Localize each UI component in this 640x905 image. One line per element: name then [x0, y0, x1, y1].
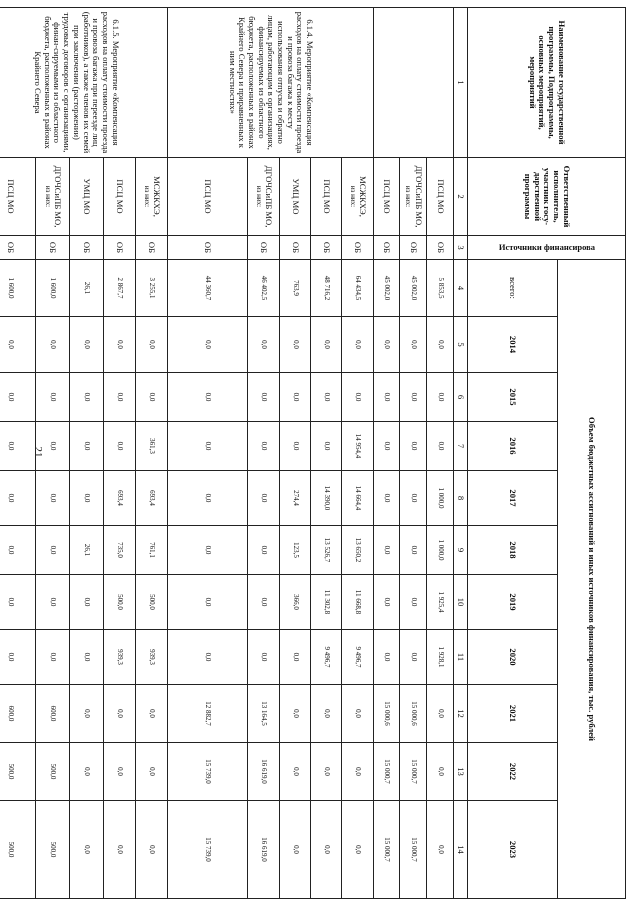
- header-funding: Объем бюджетных ассигнований и иных источников финансирования, тыс. рублей: [558, 260, 626, 899]
- value-cell: 0,0: [400, 317, 427, 373]
- executor-cell: ПСЦ МО: [0, 158, 36, 236]
- table-row: [342, 8, 374, 899]
- total-cell: 64 434,5: [342, 260, 374, 317]
- value-cell: 0,0: [0, 526, 36, 575]
- value-cell: 14 954,4: [342, 422, 374, 471]
- source-cell: ОБ: [168, 236, 248, 260]
- value-cell: 16 619,0: [248, 801, 280, 899]
- header-name: Наименование государственной программы, Подпрограммы, основных мероприятий, мероприятий: [468, 8, 626, 158]
- value-cell: 0,0: [427, 685, 454, 743]
- value-cell: 0,0: [248, 575, 280, 630]
- value-cell: 0,0: [0, 575, 36, 630]
- value-cell: 0,0: [136, 743, 168, 801]
- header-total: всего:: [468, 260, 558, 317]
- value-cell: 0,0: [70, 575, 104, 630]
- value-cell: 0,0: [0, 630, 36, 685]
- value-cell: 0,0: [427, 801, 454, 899]
- value-cell: 0,0: [280, 630, 311, 685]
- value-cell: 0,0: [280, 422, 311, 471]
- value-cell: 500,0: [136, 575, 168, 630]
- value-cell: 0,0: [427, 743, 454, 801]
- value-cell: 0,0: [136, 801, 168, 899]
- column-number: 10: [454, 575, 468, 630]
- value-cell: 1 928,1: [427, 630, 454, 685]
- value-cell: 500,0: [36, 743, 70, 801]
- column-number: 11: [454, 630, 468, 685]
- value-cell: 0,0: [374, 373, 400, 422]
- total-cell: 1 600,0: [36, 260, 70, 317]
- executor-cell: МСЖКХЭ, из них:: [342, 158, 374, 236]
- value-cell: 735,0: [104, 526, 136, 575]
- executor-cell: МСЖКХЭ, из них:: [136, 158, 168, 236]
- value-cell: 0,0: [374, 471, 400, 526]
- column-number: 14: [454, 801, 468, 899]
- value-cell: 0,0: [342, 801, 374, 899]
- value-cell: 14 664,4: [342, 471, 374, 526]
- value-cell: 500,0: [0, 743, 36, 801]
- source-cell: ОБ: [280, 236, 311, 260]
- header-source: Источники финансирова: [468, 236, 626, 260]
- value-cell: 0,0: [311, 422, 342, 471]
- rotated-page: [5, 7, 626, 898]
- value-cell: 15 000,7: [400, 743, 427, 801]
- table-row: [136, 8, 168, 899]
- column-number: 1: [454, 8, 468, 158]
- value-cell: 0,0: [248, 471, 280, 526]
- value-cell: 0,0: [248, 630, 280, 685]
- total-cell: 1 600,0: [0, 260, 36, 317]
- value-cell: 13 164,5: [248, 685, 280, 743]
- value-cell: 9 496,7: [342, 630, 374, 685]
- value-cell: 361,3: [136, 422, 168, 471]
- total-cell: 48 716,2: [311, 260, 342, 317]
- source-cell: ОБ: [0, 236, 36, 260]
- value-cell: 0,0: [168, 526, 248, 575]
- total-cell: 26,1: [70, 260, 104, 317]
- header-executor: Ответственный исполнитель, участник госу-дарственной программы: [468, 158, 626, 236]
- value-cell: 693,4: [104, 471, 136, 526]
- executor-cell: ДГОЧСиПБ МО, из них:: [248, 158, 280, 236]
- value-cell: 0,0: [168, 373, 248, 422]
- value-cell: 0,0: [70, 801, 104, 899]
- value-cell: 0,0: [342, 373, 374, 422]
- value-cell: 0,0: [400, 373, 427, 422]
- value-cell: 0,0: [374, 575, 400, 630]
- header-year: 2018: [468, 526, 558, 575]
- value-cell: 366,0: [280, 575, 311, 630]
- activity-name-6-1-4: 6.1.4. Мероприятие «Компенсация расходов на оплату стоимости проезда и провоза багажа к месту использования отпуска и обратно лицам, работающим в организациях, финансируемых из областного бюджета, расположенных в районах Крайнего Севера и приравненных к ним местностях»: [168, 8, 374, 158]
- activity-name-empty: [374, 8, 454, 158]
- source-cell: ОБ: [427, 236, 454, 260]
- value-cell: 1 000,0: [427, 471, 454, 526]
- value-cell: 0,0: [70, 630, 104, 685]
- value-cell: 0,0: [70, 373, 104, 422]
- value-cell: 0,0: [36, 373, 70, 422]
- value-cell: 0,0: [36, 317, 70, 373]
- header-year: 2022: [468, 743, 558, 801]
- value-cell: 0,0: [248, 526, 280, 575]
- source-cell: ОБ: [342, 236, 374, 260]
- value-cell: 0,0: [248, 422, 280, 471]
- executor-cell: ДГОЧСиПБ МО, из них:: [400, 158, 427, 236]
- total-cell: 46 402,5: [248, 260, 280, 317]
- funding-table-sheet: [5, 7, 626, 898]
- value-cell: 0,0: [70, 422, 104, 471]
- value-cell: 0,0: [0, 471, 36, 526]
- value-cell: 13 650,2: [342, 526, 374, 575]
- value-cell: 0,0: [248, 373, 280, 422]
- value-cell: 0,0: [374, 317, 400, 373]
- total-cell: 45 002,0: [374, 260, 400, 317]
- value-cell: 0,0: [36, 422, 70, 471]
- value-cell: 761,1: [136, 526, 168, 575]
- executor-cell: ПСЦ МО: [374, 158, 400, 236]
- value-cell: 0,0: [168, 422, 248, 471]
- value-cell: 12 882,7: [168, 685, 248, 743]
- total-cell: 3 255,1: [136, 260, 168, 317]
- header-year: 2015: [468, 373, 558, 422]
- executor-cell: ПСЦ МО: [104, 158, 136, 236]
- total-cell: 44 360,7: [168, 260, 248, 317]
- value-cell: 0,0: [400, 526, 427, 575]
- value-cell: 0,0: [280, 317, 311, 373]
- value-cell: 0,0: [311, 801, 342, 899]
- value-cell: 0,0: [311, 317, 342, 373]
- executor-cell: ДГОЧСиПБ МО, из них:: [36, 158, 70, 236]
- value-cell: 0,0: [104, 801, 136, 899]
- value-cell: 0,0: [427, 317, 454, 373]
- header-year: 2016: [468, 422, 558, 471]
- source-cell: ОБ: [104, 236, 136, 260]
- value-cell: 15 000,7: [374, 801, 400, 899]
- value-cell: 0,0: [36, 471, 70, 526]
- column-number: 3: [454, 236, 468, 260]
- value-cell: 11 668,8: [342, 575, 374, 630]
- column-number: 9: [454, 526, 468, 575]
- header-year: 2023: [468, 801, 558, 899]
- value-cell: 939,3: [136, 630, 168, 685]
- value-cell: 0,0: [36, 526, 70, 575]
- value-cell: 0,0: [400, 630, 427, 685]
- header-year: 2019: [468, 575, 558, 630]
- value-cell: 14 390,0: [311, 471, 342, 526]
- header-year: 2017: [468, 471, 558, 526]
- value-cell: 0,0: [374, 422, 400, 471]
- total-cell: 2 867,7: [104, 260, 136, 317]
- value-cell: 15 739,0: [168, 743, 248, 801]
- table-row: [427, 8, 454, 899]
- column-number: 8: [454, 471, 468, 526]
- value-cell: 0,0: [400, 575, 427, 630]
- value-cell: 0,0: [342, 317, 374, 373]
- value-cell: 0,0: [280, 685, 311, 743]
- executor-cell: ПСЦ МО: [427, 158, 454, 236]
- source-cell: ОБ: [36, 236, 70, 260]
- value-cell: 9 496,7: [311, 630, 342, 685]
- value-cell: 0,0: [168, 630, 248, 685]
- value-cell: 123,5: [280, 526, 311, 575]
- column-number: 12: [454, 685, 468, 743]
- value-cell: 500,0: [104, 575, 136, 630]
- value-cell: 0,0: [0, 373, 36, 422]
- value-cell: 0,0: [400, 422, 427, 471]
- value-cell: 0,0: [311, 743, 342, 801]
- source-cell: ОБ: [374, 236, 400, 260]
- header-year: 2020: [468, 630, 558, 685]
- executor-cell: ПСЦ МО: [311, 158, 342, 236]
- column-number: 7: [454, 422, 468, 471]
- value-cell: 0,0: [70, 685, 104, 743]
- value-cell: 0,0: [70, 471, 104, 526]
- funding-table: [0, 7, 626, 899]
- value-cell: 16 619,0: [248, 743, 280, 801]
- value-cell: 0,0: [104, 422, 136, 471]
- value-cell: 0,0: [70, 317, 104, 373]
- column-number: 4: [454, 260, 468, 317]
- value-cell: 13 526,7: [311, 526, 342, 575]
- executor-cell: УМЦ МО: [70, 158, 104, 236]
- column-number: 6: [454, 373, 468, 422]
- value-cell: 15 000,7: [400, 801, 427, 899]
- value-cell: 0,0: [400, 471, 427, 526]
- column-number: 2: [454, 158, 468, 236]
- value-cell: 0,0: [36, 575, 70, 630]
- value-cell: 0,0: [280, 743, 311, 801]
- page-number: 21: [32, 446, 44, 458]
- value-cell: 0,0: [374, 526, 400, 575]
- value-cell: 0,0: [168, 471, 248, 526]
- column-number: 13: [454, 743, 468, 801]
- value-cell: 15 739,0: [168, 801, 248, 899]
- value-cell: 500,0: [0, 801, 36, 899]
- value-cell: 15 000,6: [374, 685, 400, 743]
- value-cell: 500,0: [36, 801, 70, 899]
- value-cell: 0,0: [168, 575, 248, 630]
- value-cell: 0,0: [104, 373, 136, 422]
- header-year: 2021: [468, 685, 558, 743]
- value-cell: 0,0: [311, 373, 342, 422]
- value-cell: 0,0: [104, 743, 136, 801]
- executor-cell: ПСЦ МО: [168, 158, 248, 236]
- value-cell: 0,0: [342, 685, 374, 743]
- source-cell: ОБ: [311, 236, 342, 260]
- value-cell: 0,0: [136, 685, 168, 743]
- value-cell: 15 000,7: [374, 743, 400, 801]
- value-cell: 600,0: [36, 685, 70, 743]
- source-cell: ОБ: [70, 236, 104, 260]
- value-cell: 0,0: [374, 630, 400, 685]
- value-cell: 0,0: [248, 317, 280, 373]
- value-cell: 0,0: [0, 317, 36, 373]
- value-cell: 0,0: [280, 373, 311, 422]
- value-cell: 11 302,8: [311, 575, 342, 630]
- source-cell: ОБ: [136, 236, 168, 260]
- value-cell: 0,0: [280, 801, 311, 899]
- column-number: 5: [454, 317, 468, 373]
- value-cell: 939,3: [104, 630, 136, 685]
- value-cell: 0,0: [342, 743, 374, 801]
- value-cell: 0,0: [168, 317, 248, 373]
- value-cell: 0,0: [36, 630, 70, 685]
- total-cell: 45 002,0: [400, 260, 427, 317]
- executor-cell: УМЦ МО: [280, 158, 311, 236]
- source-cell: ОБ: [248, 236, 280, 260]
- value-cell: 0,0: [427, 373, 454, 422]
- value-cell: 1 925,4: [427, 575, 454, 630]
- value-cell: 0,0: [70, 743, 104, 801]
- value-cell: 0,0: [136, 317, 168, 373]
- value-cell: 0,0: [104, 685, 136, 743]
- source-cell: ОБ: [400, 236, 427, 260]
- value-cell: 0,0: [136, 373, 168, 422]
- value-cell: 1 000,0: [427, 526, 454, 575]
- value-cell: 0,0: [104, 317, 136, 373]
- activity-name-6-1-5: 6.1.5. Мероприятие «Компенсация расходов на оплату стоимости проезда и провоза багажа при переезде лиц (работников), а также членов их семей при заключении (расторжении) трудовых договоров с организациями, финан-сируемыми из областного бюджета, расположенных в районах Крайнего Севера: [0, 8, 168, 158]
- value-cell: 0,0: [0, 422, 36, 471]
- value-cell: 693,4: [136, 471, 168, 526]
- header-year: 2014: [468, 317, 558, 373]
- total-cell: 763,9: [280, 260, 311, 317]
- value-cell: 15 000,6: [400, 685, 427, 743]
- value-cell: 274,4: [280, 471, 311, 526]
- total-cell: 5 853,5: [427, 260, 454, 317]
- value-cell: 600,0: [0, 685, 36, 743]
- value-cell: 0,0: [311, 685, 342, 743]
- value-cell: 0,0: [427, 422, 454, 471]
- value-cell: 26,1: [70, 526, 104, 575]
